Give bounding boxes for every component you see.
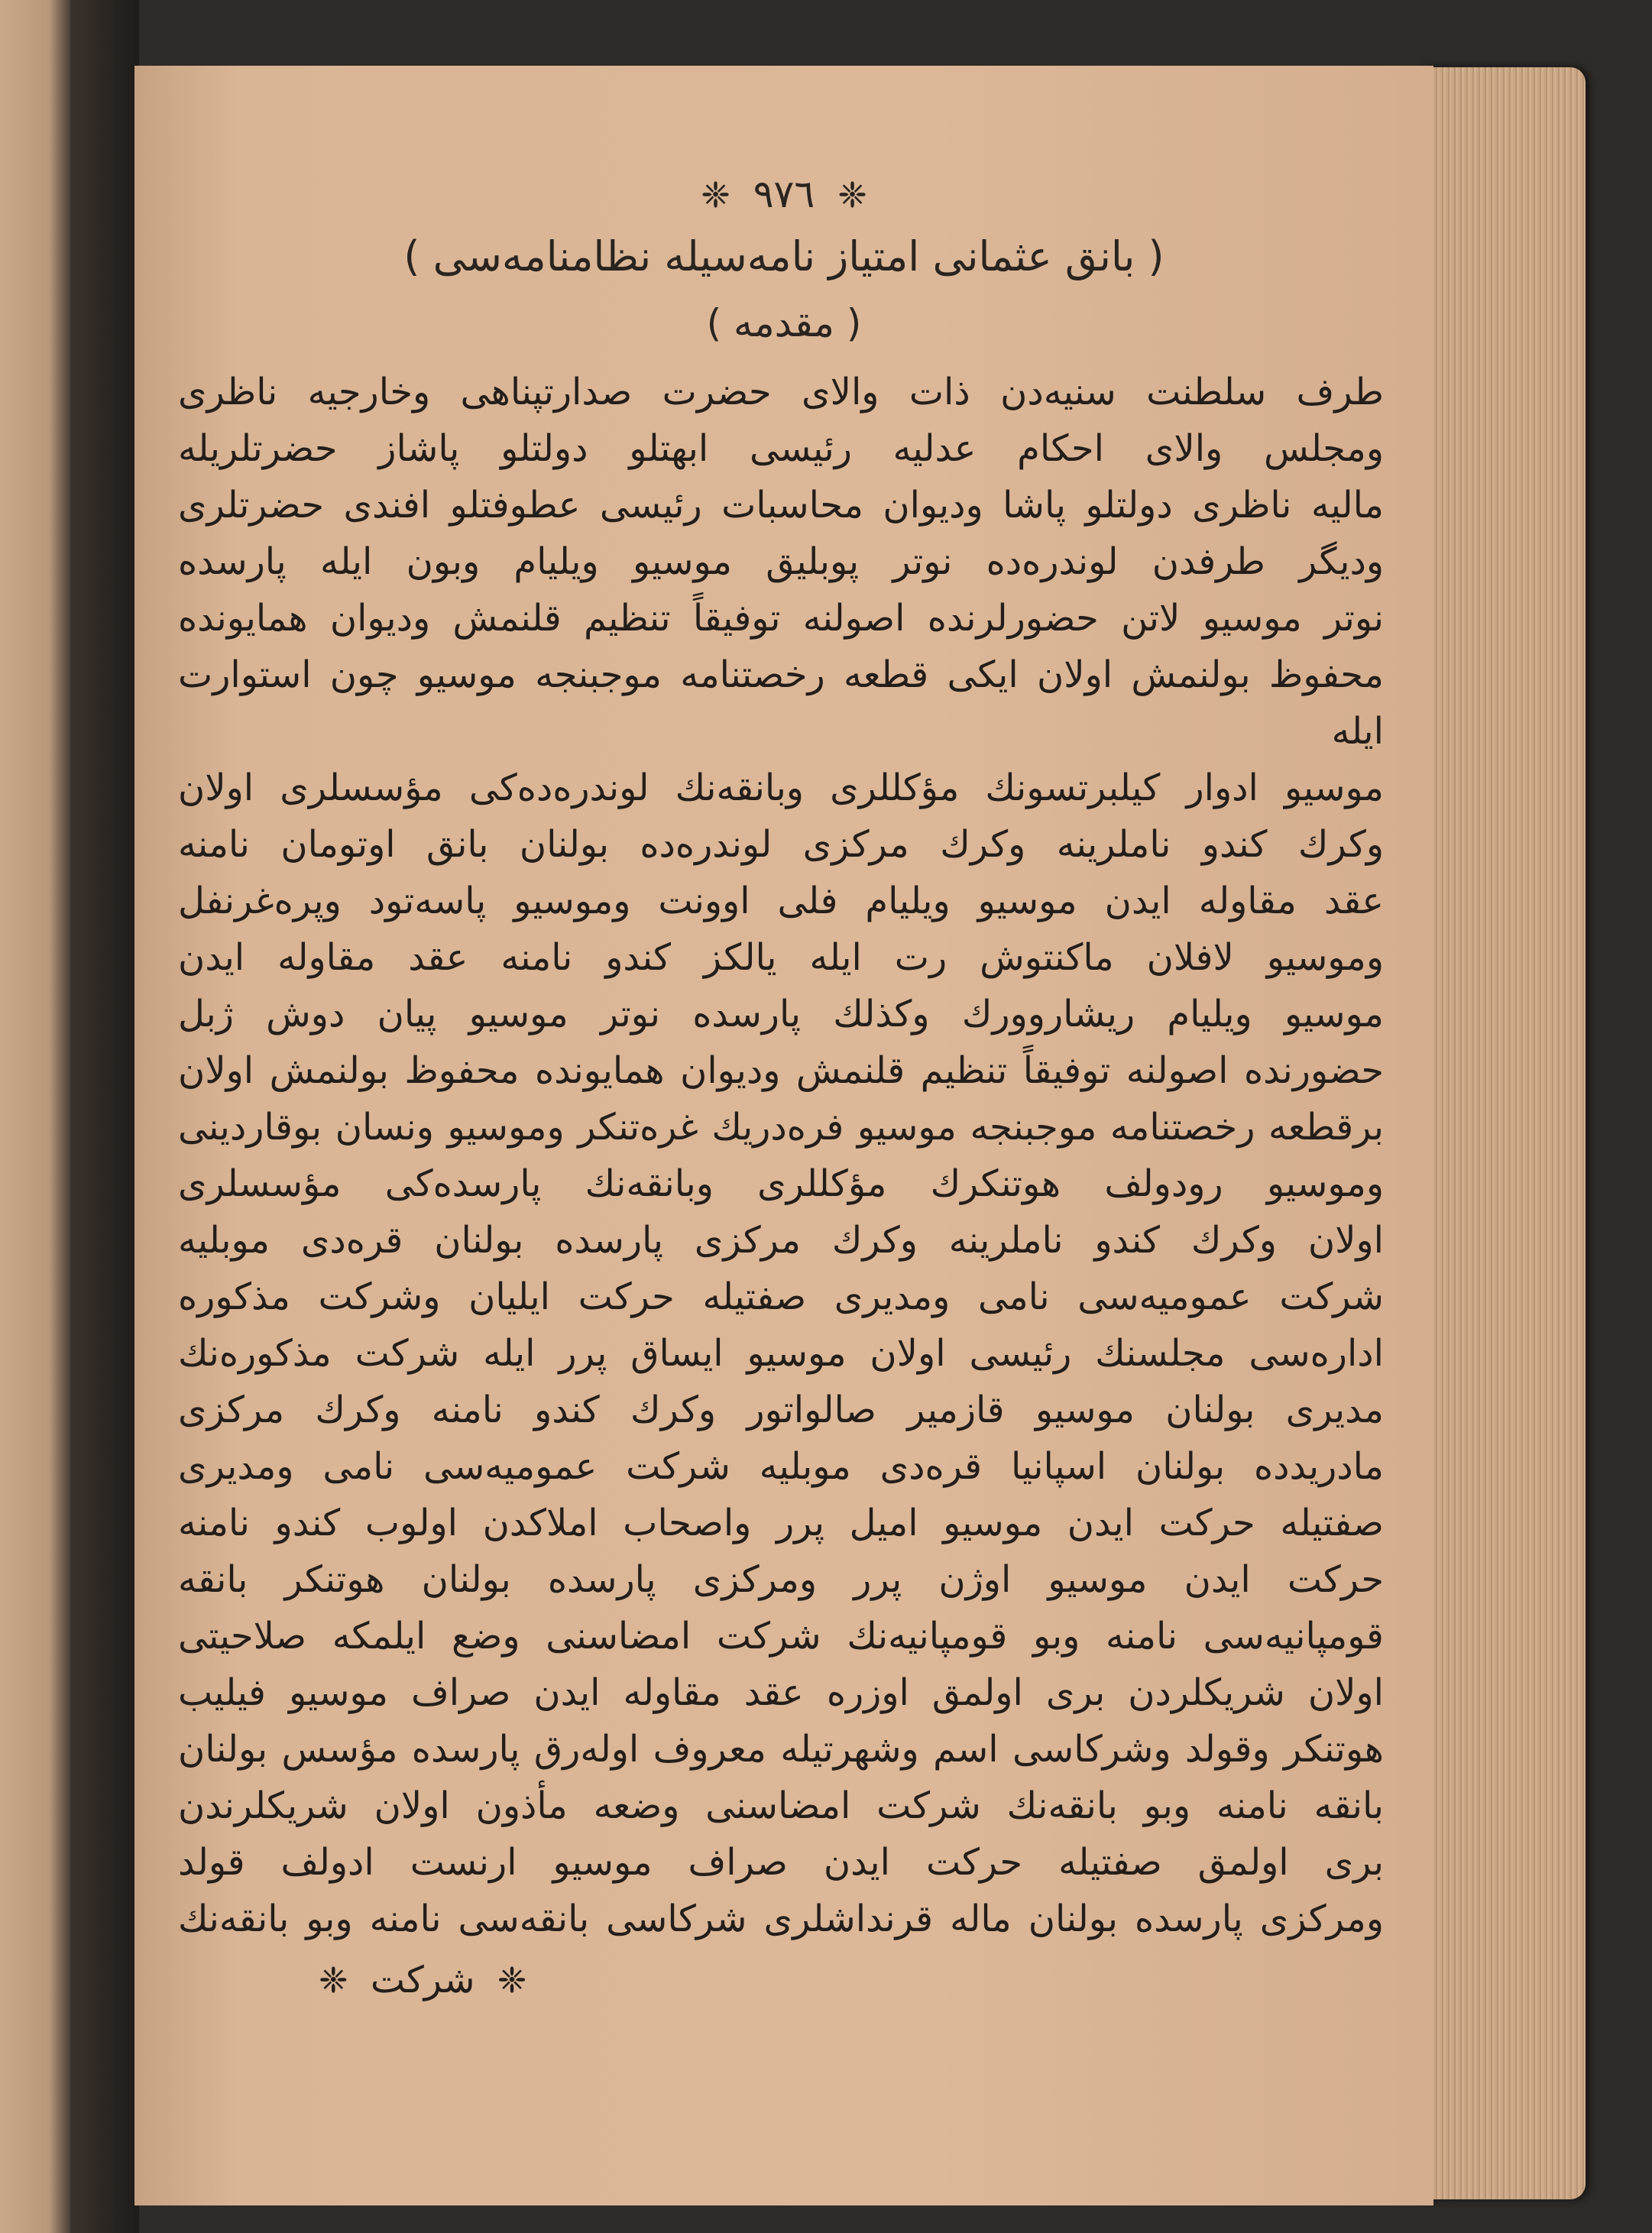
text-line: وموسیو لافلان ماکنتوش رت ایله یالکز کندو نامنه عقد مقاوله ایدن <box>178 936 1384 979</box>
text-line: شرکت عمومیه‌سی نامی ومدیری صفتیله حرکت ایلیان وشرکت مذکوره <box>178 1275 1384 1318</box>
catchword-text: شرکت <box>370 1959 475 2001</box>
catchword <box>178 1953 1384 2007</box>
ornament-icon: ❈ <box>701 174 730 216</box>
ornament-icon: ❈ <box>837 174 867 216</box>
section-heading: ( مقدمه ) <box>706 301 862 345</box>
ornament-icon: ❈ <box>497 1959 527 2001</box>
text-line: بانقه نامنه وبو بانقه‌نك شرکت امضاسنی وضعه مأذون اولان شریکلرندن <box>178 1784 1384 1827</box>
text-line: موسیو ادوار کیلبرتسونك مؤکللری وبانقه‌نك لوندره‌ده‌کی مؤسسلری اولان <box>178 766 1384 809</box>
ornament-icon: ❈ <box>319 1959 348 2001</box>
text-line: عقد مقاوله ایدن موسیو ویلیام فلی اوونت وموسیو پاسه‌تود وپره‌غرنفل <box>178 880 1384 922</box>
page-title: ( بانق عثمانی امتیاز نامه‌سیله نظامنامه‌سی ) <box>403 232 1164 280</box>
text-line: اولان شریکلردن بری اولمق اوزره عقد مقاوله ایدن صراف موسیو فیلیب <box>178 1671 1384 1714</box>
text-line: وموسیو رودولف هوتنکرك مؤکللری وبانقه‌نك پارسده‌کی مؤسسلری <box>178 1162 1384 1205</box>
text-line: طرف سلطنت سنیه‌دن ذات والای حضرت صدارتپناهی وخارجیه ناظری <box>178 371 1384 413</box>
text-line: اولان وکرك کندو ناملرینه وکرك مرکزی پارسده بولنان قره‌دی موبلیه <box>178 1219 1384 1262</box>
text-line: اداره‌سی مجلسنك رئیسی اولان موسیو ایساق پرر ایله شرکت مذکوره‌نك <box>178 1332 1384 1375</box>
text-line: ودیگر طرفدن لوندره‌ده نوتر پوبلیق موسیو ویلیام وبون ایله پارسده <box>178 540 1384 583</box>
text-line: نوتر موسیو لاتن حضورلرنده اصولنه توفیقاً تنظیم قلنمش ودیوان همایونده <box>178 597 1384 640</box>
text-lines <box>178 364 1384 1947</box>
text-line: موسیو ویلیام ریشاروورك وکذلك پارسده نوتر موسیو پیان دوش ژبل <box>178 993 1384 1035</box>
text-line: صفتیله حرکت ایدن موسیو امیل پرر واصحاب املاکدن اولوب کندو نامنه <box>178 1502 1384 1544</box>
text-line: مالیه ناظری دولتلو پاشا ودیوان محاسبات رئیسی عطوفتلو افندی حضرتلری <box>178 484 1384 527</box>
text-line: ومجلس والای احکام عدلیه رئیسی ابهتلو دولتلو پاشاز حضرتلریله <box>178 427 1384 470</box>
text-line: هوتنکر وقولد وشرکاسی اسم وشهرتیله معروف اوله‌رق پارسده مؤسس بولنان <box>178 1728 1384 1771</box>
text-line: حرکت ایدن موسیو اوژن پرر ومرکزی پارسده بولنان هوتنکر بانقه <box>178 1558 1384 1601</box>
text-line: قومپانیه‌سی نامنه وبو قومپانیه‌نك شرکت امضاسنی وضع ایلمکه صلاحیتی <box>178 1615 1384 1658</box>
page-number: ٩٧٦ <box>753 172 815 216</box>
text-line: حضورنده اصولنه توفیقاً تنظیم قلنمش ودیوان همایونده محفوظ بولنمش اولان <box>178 1049 1384 1092</box>
text-line: وکرك کندو ناملرینه وکرك مرکزی لوندره‌ده بولنان بانق اوتومان نامنه <box>178 823 1384 866</box>
page-block-edges <box>1421 67 1586 2199</box>
text-line: بری اولمق صفتیله حرکت ایدن صراف موسیو ارنست ادولف قولد <box>178 1841 1384 1884</box>
text-line: مدیری بولنان موسیو قازمیر صالواتور وکرك کندو نامنه وکرك مرکزی <box>178 1389 1384 1431</box>
facing-page-edge <box>0 0 70 2233</box>
text-line: مادریدده بولنان اسپانیا قره‌دی موبلیه شرکت عمومیه‌سی نامی ومدیری <box>178 1445 1384 1488</box>
text-line: محفوظ بولنمش اولان ایکی قطعه رخصتنامه موجبنجه موسیو چون استوارت ایله <box>178 653 1384 753</box>
text-line: برقطعه رخصتنامه موجبنجه موسیو فره‌دریك غره‌تنکر وموسیو ونسان بوقاردینی <box>178 1106 1384 1149</box>
body-text <box>178 364 1384 2007</box>
text-line: ومرکزی پارسده بولنان ماله قرنداشلری شرکاسی بانقه‌سی نامنه وبو بانقه‌نك <box>178 1898 1384 1940</box>
book-gutter <box>70 0 139 2233</box>
page-number-header <box>134 170 1433 219</box>
